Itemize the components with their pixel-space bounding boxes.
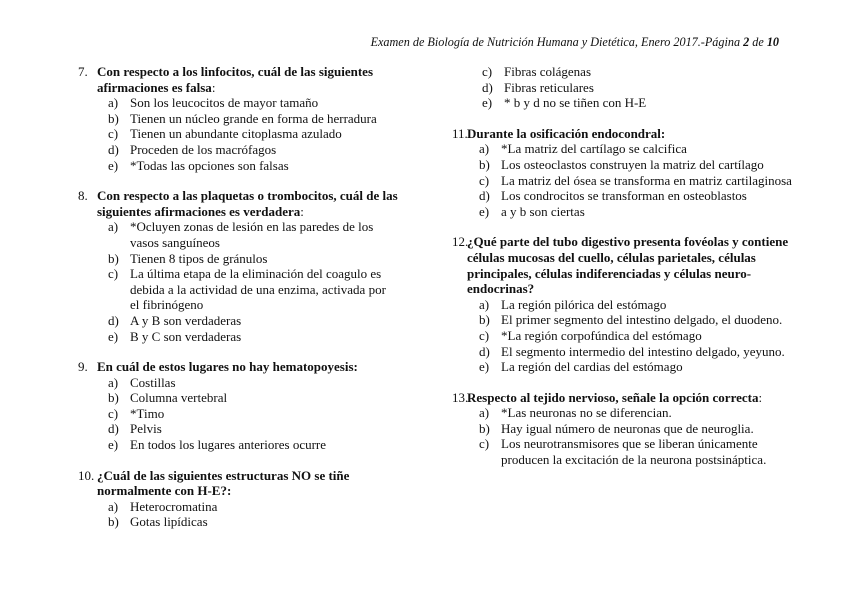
option-c (78, 126, 398, 142)
question-number: 13. (452, 389, 469, 405)
option-text: Gotas lipídicas (130, 514, 208, 530)
option-letter: d) (479, 343, 490, 359)
option-letter: a) (479, 141, 490, 157)
question-text (467, 126, 665, 142)
option-text: El segmento intermedio del intestino delgado, yeyuno. (501, 343, 785, 359)
question-13 (452, 390, 792, 468)
option-text: Fibras reticulares (504, 79, 594, 95)
option-letter: d) (482, 79, 493, 95)
option-a (452, 141, 792, 157)
option-c (452, 64, 792, 80)
option-text: Fibras colágenas (504, 64, 592, 79)
option-text: *Todas las opciones son falsas (130, 157, 289, 173)
header-title: Examen de Biología de Nutrición Humana y Dietética, Enero 2017.-Página (370, 35, 741, 49)
option-e (78, 329, 398, 345)
question-number: 11. (452, 125, 468, 141)
question-number: 10. (78, 467, 95, 483)
option-b (78, 251, 398, 267)
option-letter: c) (108, 405, 119, 421)
option-letter: c) (108, 266, 119, 282)
option-d (78, 421, 398, 437)
option-d (452, 188, 792, 204)
question-text-main: ¿Cuál de las siguientes estructuras NO se tiñe normalmente con H-E?: (97, 467, 350, 499)
question-text (97, 64, 398, 95)
option-b (78, 514, 398, 530)
option-d (78, 142, 398, 158)
option-e (452, 95, 792, 111)
question-text-main: ¿Qué parte del tubo digestivo presenta fovéolas y contiene células mucosas del cuello, células parietales, células principales, células indiferenciadas y células neuro-endocrinas? (467, 234, 789, 297)
question-text-main: Respecto al tejido nervioso, señale la opción correcta (467, 389, 759, 405)
option-text: Proceden de los macrófagos (130, 141, 277, 157)
option-text: Los neurotransmisores que se liberan únicamente producen la excitación de la neurona postsináptica. (501, 436, 767, 468)
option-letter: b) (108, 110, 119, 126)
question-10 (78, 468, 398, 530)
option-letter: c) (108, 126, 119, 142)
option-b (452, 421, 792, 437)
option-e (78, 437, 398, 453)
option-text: El primer segmento del intestino delgado, el duodeno. (501, 312, 783, 328)
option-text: *Las neuronas no se diferencian. (501, 405, 672, 421)
option-letter: e) (108, 157, 119, 173)
option-c (452, 436, 792, 467)
question-title (452, 126, 792, 142)
question-text (97, 359, 358, 375)
option-a (452, 405, 792, 421)
option-a (78, 375, 398, 391)
option-text: Pelvis (130, 421, 162, 437)
question-text-tail: : (758, 389, 763, 405)
option-letter: a) (108, 95, 119, 111)
option-b (78, 111, 398, 127)
question-number: 12. (452, 234, 469, 250)
header-page-total: 10 (766, 35, 779, 49)
option-letter: e) (479, 203, 490, 219)
option-letter: a) (479, 296, 490, 312)
option-a (452, 297, 792, 313)
option-a (78, 219, 398, 250)
header-page-number: 2 (743, 35, 750, 49)
question-text-main: Durante la osificación endocondral: (467, 125, 666, 141)
option-letter: d) (108, 312, 119, 328)
option-text: La matriz del ósea se transforma en matriz cartilaginosa (501, 172, 792, 188)
option-letter: b) (108, 514, 119, 530)
option-text: Costillas (130, 374, 176, 390)
question-title (78, 64, 398, 95)
question-text (97, 188, 398, 219)
question-12 (452, 234, 792, 374)
right-column (452, 64, 792, 483)
option-letter: b) (479, 420, 490, 436)
option-letter: c) (479, 327, 490, 343)
option-text: B y C son verdaderas (130, 328, 242, 344)
header-of: de (752, 35, 764, 49)
question-11 (452, 126, 792, 220)
option-letter: a) (479, 405, 490, 421)
option-c (78, 406, 398, 422)
option-letter: a) (108, 374, 119, 390)
option-text: Tienen un núcleo grande en forma de herradura (130, 110, 377, 126)
option-text: *La matriz del cartílago se calcifica (501, 141, 687, 157)
option-text: La región del cardias del estómago (501, 359, 683, 375)
page-header (371, 35, 779, 51)
option-text: A y B son verdaderas (130, 312, 242, 328)
option-letter: b) (108, 250, 119, 266)
option-letter: e) (108, 437, 119, 453)
question-text (467, 390, 762, 406)
question-number: 8. (78, 188, 88, 204)
option-letter: c) (479, 436, 490, 452)
option-a (78, 499, 398, 515)
option-b (452, 157, 792, 173)
option-e (78, 158, 398, 174)
option-letter: b) (108, 390, 119, 406)
option-c (452, 173, 792, 189)
option-letter: a) (108, 219, 119, 235)
option-d (78, 313, 398, 329)
option-e (452, 359, 792, 375)
option-b (78, 390, 398, 406)
left-column (78, 64, 398, 545)
question-title (452, 390, 792, 406)
option-text: La última etapa de la eliminación del coagulo es debida a la actividad de una enzima, activada por el fibrinógeno (130, 266, 386, 313)
option-text: En todos los lugares anteriores ocurre (130, 437, 327, 453)
question-text (467, 234, 792, 296)
option-text: Los condrocitos se transforman en osteoblastos (501, 188, 747, 204)
option-letter: e) (482, 95, 493, 111)
option-letter: e) (479, 359, 490, 375)
option-letter: d) (108, 141, 119, 157)
option-letter: d) (108, 421, 119, 437)
question-number: 9. (78, 359, 88, 375)
option-text: * b y d no se tiñen con H-E (504, 95, 647, 111)
option-c (78, 266, 398, 313)
question-number: 7. (78, 64, 88, 79)
question-text-main: En cuál de estos lugares no hay hematopoyesis: (97, 359, 358, 375)
question-title (452, 234, 792, 296)
question-title (78, 359, 398, 375)
option-d (452, 344, 792, 360)
option-text: Tienen 8 tipos de gránulos (130, 250, 268, 266)
option-letter: a) (108, 498, 119, 514)
option-b (452, 312, 792, 328)
option-text: Son los leucocitos de mayor tamaño (130, 95, 319, 111)
question-title (78, 188, 398, 219)
option-text: Hay igual número de neuronas que de neuroglia. (501, 420, 754, 436)
option-text: Tienen un abundante citoplasma azulado (130, 126, 342, 142)
question-text-tail: : (211, 79, 216, 95)
option-letter: d) (479, 188, 490, 204)
option-text: La región pilórica del estómago (501, 296, 667, 312)
question-10-continued (452, 64, 792, 111)
option-letter: b) (479, 312, 490, 328)
option-letter: c) (482, 64, 493, 79)
option-e (452, 204, 792, 220)
question-9 (78, 359, 398, 453)
option-text: Los osteoclastos construyen la matriz del cartílago (501, 156, 764, 172)
question-text (97, 468, 398, 499)
option-a (78, 95, 398, 111)
option-d (452, 80, 792, 96)
question-text-main: Con respecto a los linfocitos, cuál de las siguientes afirmaciones es falsa (97, 64, 374, 95)
option-text: *Timo (130, 405, 165, 421)
option-letter: c) (479, 172, 490, 188)
question-title (78, 468, 398, 499)
question-text-main: Con respecto a las plaquetas o trombocitos, cuál de las siguientes afirmaciones es verdadera (97, 188, 398, 219)
option-text: *Ocluyen zonas de lesión en las paredes de los vasos sanguíneos (130, 219, 374, 250)
option-text: a y b son ciertas (501, 203, 585, 219)
question-8 (78, 188, 398, 344)
option-letter: e) (108, 328, 119, 344)
option-text: Heterocromatina (130, 498, 218, 514)
option-letter: b) (479, 156, 490, 172)
question-7 (78, 64, 398, 173)
question-text-tail: : (300, 203, 304, 219)
option-c (452, 328, 792, 344)
option-text: *La región corpofúndica del estómago (501, 327, 702, 343)
option-text: Columna vertebral (130, 390, 228, 406)
